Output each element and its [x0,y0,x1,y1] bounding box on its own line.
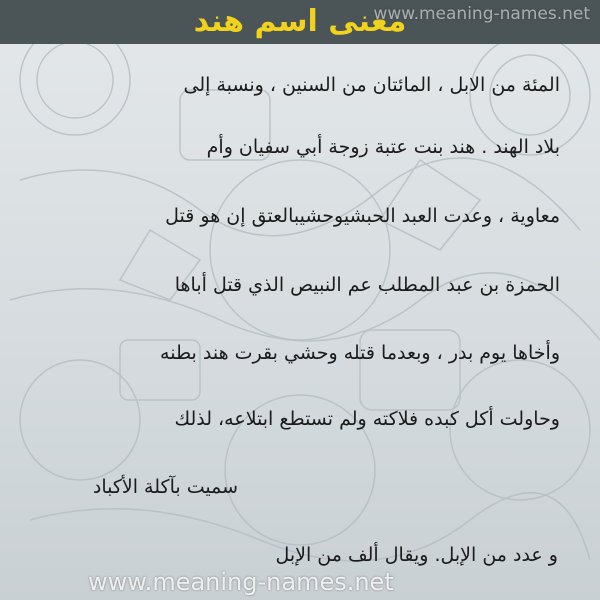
text-line-8: و عدد من الإبل. ويقال ألف من الإبل [275,544,558,566]
text-line-6: وحاولت أكل كبده فلاكته ولم تستطع ابتلاعه، لذلك [174,408,560,430]
watermark-bottom: www.meaning-names.net [88,568,394,596]
watermark-top: www.meaning-names.net [373,4,590,24]
page-title: معنى اسم هند [193,4,407,39]
text-line-5: وأخاها يوم بدر ، وبعدما قتله وحشي بقرت هند بطنه [160,342,560,364]
text-line-2: بلاد الهند . هند بنت عتبة زوجة أبي سفيان وأم [206,136,560,158]
text-line-3: معاوية ، وعدت العبد الحبشيوحشيبالعتق إن هو قتل [165,205,560,227]
text-line-7: سميت بآكلة الأكباد [92,476,238,498]
text-line-1: المئة من الابل ، المائتان من السنين ، ونسبة إلى [183,74,560,96]
text-line-4: الحمزة بن عبد المطلب عم النبيص الذي قتل أباها [174,274,560,296]
